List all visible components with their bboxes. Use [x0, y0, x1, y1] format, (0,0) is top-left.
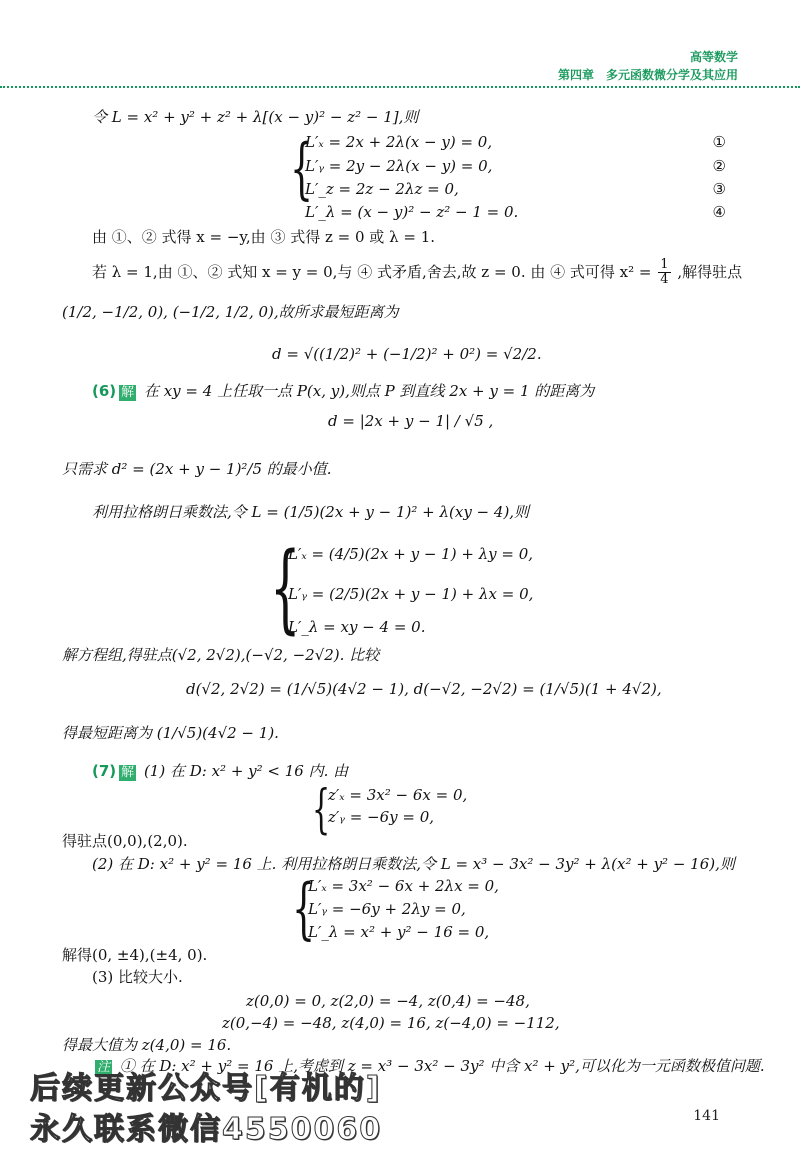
equation: L′ₓ = 3x² − 6x + 2λx = 0,: [308, 877, 499, 895]
text-line: (1/2, −1/2, 0), (−1/2, 1/2, 0),故所求最短距离为: [62, 303, 399, 321]
header-divider: [0, 86, 800, 88]
equation-number: ①: [712, 133, 726, 151]
equation: z(0,−4) = −48, z(4,0) = 16, z(−4,0) = −112,: [222, 1014, 560, 1032]
system-brace: {: [290, 130, 314, 207]
equation: L′_λ = (x − y)² − z² − 1 = 0.: [305, 203, 519, 221]
problem-number: (7): [92, 762, 117, 780]
text-line: 解方程组,得驻点(√2, 2√2),(−√2, −2√2). 比较: [62, 646, 380, 664]
equation: z(0,0) = 0, z(2,0) = −4, z(0,4) = −48,: [246, 992, 530, 1010]
equation: z′ₓ = 3x² − 6x = 0,: [328, 786, 468, 804]
page-number: 141: [693, 1108, 720, 1124]
equation: d = √((1/2)² + (−1/2)² + 0²) = √2/2.: [272, 345, 542, 363]
text-line: [92, 762, 348, 781]
chapter-title: 第四章 多元函数微分学及其应用: [557, 68, 738, 82]
text-line: 由 ①、② 式得 x = −y,由 ③ 式得 z = 0 或 λ = 1.: [92, 228, 436, 246]
book-title: 高等数学: [689, 50, 738, 64]
equation: z′ᵧ = −6y = 0,: [328, 808, 435, 826]
equation-number: ③: [712, 180, 726, 198]
text-line: 利用拉格朗日乘数法,令 L = (1/5)(2x + y − 1)² + λ(xy − 4),则: [92, 503, 530, 521]
system-brace: {: [270, 532, 301, 644]
equation: L′ₓ = 2x + 2λ(x − y) = 0,: [305, 133, 493, 151]
text-line: 只需求 d² = (2x + y − 1)²/5 的最小值.: [62, 460, 332, 478]
system-brace: {: [292, 870, 316, 947]
watermark-line-2: 永久联系微信4550060: [30, 1112, 383, 1147]
solution-badge: 解: [121, 385, 135, 400]
equation: L′ᵧ = −6y + 2λy = 0,: [308, 900, 466, 918]
equation: L′_λ = x² + y² − 16 = 0,: [308, 923, 490, 941]
solution-badge: 解: [121, 765, 135, 780]
numerator: 1: [660, 257, 669, 272]
equation: L′ᵧ = 2y − 2λ(x − y) = 0,: [305, 157, 493, 175]
problem-number: (6): [92, 382, 117, 400]
note-badge: 注: [97, 1060, 111, 1075]
text-line: 令 L = x² + y² + z² + λ[(x − y)² − z² − 1],则: [92, 108, 419, 126]
fraction: [658, 258, 670, 288]
equation-number: ②: [712, 157, 726, 175]
text-span: ,解得驻点: [677, 262, 743, 281]
text-line: [92, 258, 742, 288]
text-span: 在 xy = 4 上任取一点 P(x, y),则点 P 到直线 2x + y = 1 的距离为: [143, 382, 595, 400]
text-span: (1) 在 D: x² + y² < 16 内. 由: [143, 762, 349, 780]
text-line: 得最大值为 z(4,0) = 16.: [62, 1036, 232, 1054]
text-line: (3) 比较大小.: [92, 968, 183, 986]
text-line: 得驻点(0,0),(2,0).: [62, 832, 188, 850]
denominator: 4: [660, 272, 669, 288]
equation: d(√2, 2√2) = (1/√5)(4√2 − 1), d(−√2, −2√2) = (1/√5)(1 + 4√2),: [186, 680, 662, 698]
equation: L′ᵧ = (2/5)(2x + y − 1) + λx = 0,: [288, 585, 534, 603]
equation: L′_z = 2z − 2λz = 0,: [305, 180, 459, 198]
equation: L′_λ = xy − 4 = 0.: [288, 618, 426, 636]
equation: L′ₓ = (4/5)(2x + y − 1) + λy = 0,: [288, 545, 534, 563]
text-line: [92, 382, 594, 401]
text-line: 得最短距离为 (1/√5)(4√2 − 1).: [62, 724, 279, 742]
equation-number: ④: [712, 203, 726, 221]
watermark-line-1: 后续更新公众号[有机的]: [30, 1071, 382, 1106]
text-line: 解得(0, ±4),(±4, 0).: [62, 946, 208, 964]
text-line: (2) 在 D: x² + y² = 16 上. 利用拉格朗日乘数法,令 L = x³ − 3x² − 3y² + λ(x² + y² − 16),则: [92, 855, 735, 873]
system-brace: {: [312, 780, 331, 840]
text-span: ① 在 D: x² + y² = 16 上,考虑到 z = x³ − 3x² − 3y² 中含 x² + y²,可以化为一元函数极值问题.: [119, 1057, 765, 1075]
text-span: 若 λ = 1,由 ①、② 式知 x = y = 0,与 ④ 式矛盾,舍去,故 z = 0. 由 ④ 式可得 x² =: [92, 262, 652, 281]
equation: d = |2x + y − 1| / √5 ,: [328, 412, 494, 430]
